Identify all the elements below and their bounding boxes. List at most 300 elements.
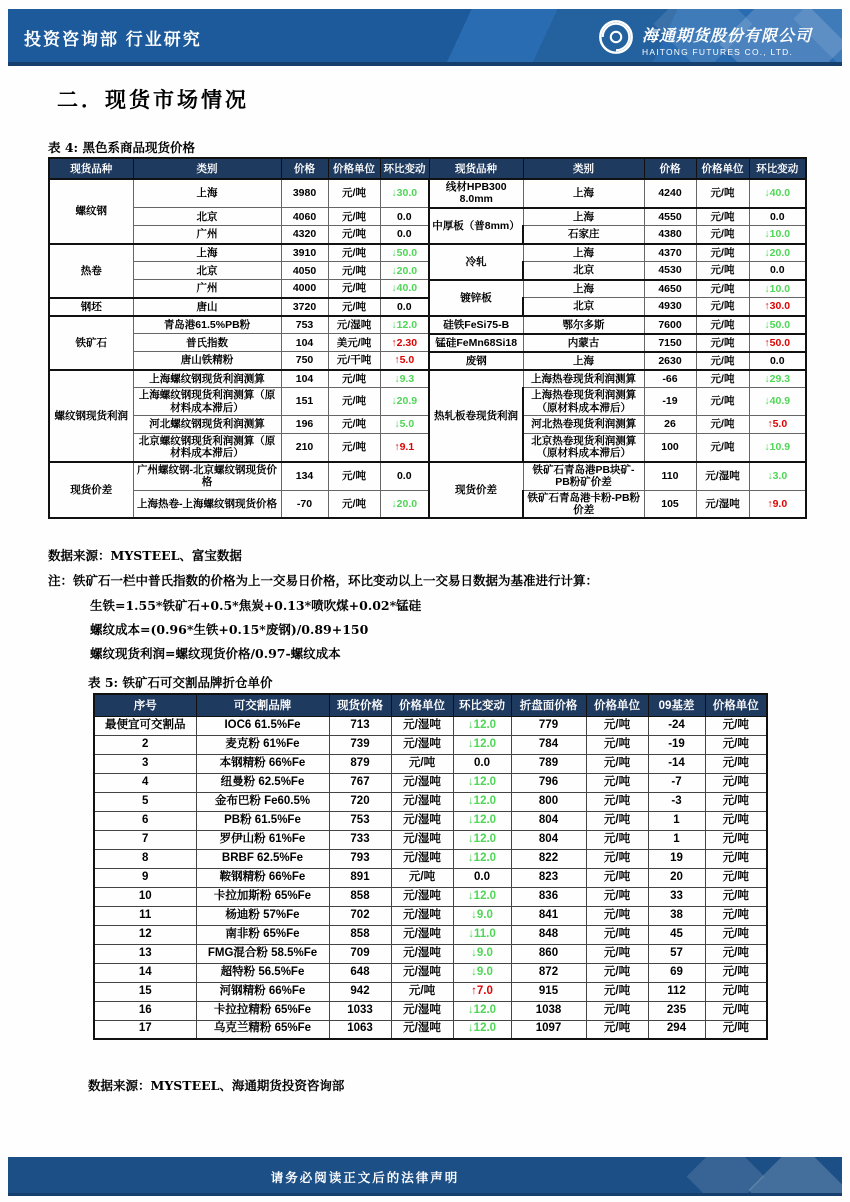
unit-cell: 元/吨 (328, 388, 380, 416)
serial-cell: 3 (94, 754, 196, 773)
brand-cell: 鞍钢精粉 66%Fe (196, 868, 329, 887)
serial-cell: 最便宜可交割品 (94, 716, 196, 735)
table-row (94, 849, 767, 868)
category-cell: 上海 (523, 352, 644, 370)
table-row (49, 262, 806, 280)
price-cell: 4320 (281, 226, 328, 244)
unit-cell: 元/吨 (705, 754, 767, 773)
price-cell: 134 (281, 462, 328, 490)
price-cell: 720 (329, 792, 391, 811)
unit-cell: 元/吨 (328, 262, 380, 280)
board-price-cell: 779 (511, 716, 586, 735)
unit-cell: 元/吨 (705, 963, 767, 982)
column-header: 价格单位 (391, 694, 453, 716)
unit-cell: 元/吨 (586, 906, 648, 925)
price-cell: 4650 (644, 280, 696, 298)
column-header: 类别 (523, 158, 644, 179)
change-cell: ↓12.0 (453, 830, 511, 849)
column-header: 价格单位 (705, 694, 767, 716)
unit-cell: 元/吨 (696, 388, 749, 416)
brand-cell: 纽曼粉 62.5%Fe (196, 773, 329, 792)
table-row (94, 1020, 767, 1039)
unit-cell: 元/吨 (391, 868, 453, 887)
group-label-cell: 现货价差 (49, 462, 133, 519)
category-cell: 普氏指数 (133, 334, 281, 352)
serial-cell: 6 (94, 811, 196, 830)
unit-cell: 元/吨 (328, 208, 380, 226)
category-cell: 上海 (133, 244, 281, 262)
unit-cell: 元/吨 (696, 244, 749, 262)
change-cell: 0.0 (749, 352, 806, 370)
brand-cell: 金布巴粉 Fe60.5% (196, 792, 329, 811)
change-cell: ↑5.0 (380, 352, 429, 370)
category-cell: 上海热卷现货利润测算（原材料成本滞后） (523, 388, 644, 416)
unit-cell: 元/湿吨 (391, 849, 453, 868)
change-cell: ↓10.0 (749, 280, 806, 298)
brand-cell: 超特粉 56.5%Fe (196, 963, 329, 982)
price-cell: 1033 (329, 1001, 391, 1020)
table-row (94, 906, 767, 925)
unit-cell: 元/吨 (696, 262, 749, 280)
table-row (94, 811, 767, 830)
change-cell: ↓12.0 (453, 887, 511, 906)
unit-cell: 元/湿吨 (391, 792, 453, 811)
logo-company-name-en: HAITONG FUTURES CO., LTD. (641, 46, 794, 57)
table4-source: 数据来源：MYSTEEL、富宝数据 (48, 548, 242, 563)
unit-cell: 元/吨 (705, 735, 767, 754)
change-cell: ↓20.0 (380, 490, 429, 518)
change-cell: ↓9.0 (453, 963, 511, 982)
change-cell: 0.0 (380, 298, 429, 316)
table-row (49, 370, 806, 388)
group-label-cell: 热轧板卷现货利润 (429, 370, 523, 462)
brand-cell: 杨迪粉 57%Fe (196, 906, 329, 925)
change-cell: ↓50.0 (749, 316, 806, 334)
note-formula: 螺纹成本=(0.96*生铁+0.15*废钢)/0.89+150 (90, 622, 369, 637)
unit-cell: 元/吨 (586, 982, 648, 1001)
category-cell: 河北热卷现货利润测算 (523, 416, 644, 434)
board-price-cell: 789 (511, 754, 586, 773)
category-cell: 广州 (133, 226, 281, 244)
basis-cell: 1 (648, 811, 705, 830)
price-cell: 702 (329, 906, 391, 925)
board-price-cell: 804 (511, 830, 586, 849)
basis-cell: 33 (648, 887, 705, 906)
table4-body (49, 179, 806, 518)
table-row (94, 982, 767, 1001)
unit-cell: 元/吨 (586, 849, 648, 868)
serial-cell: 17 (94, 1020, 196, 1039)
category-cell: 北京 (133, 208, 281, 226)
unit-cell: 元/吨 (696, 334, 749, 352)
serial-cell: 15 (94, 982, 196, 1001)
unit-cell: 元/吨 (586, 1001, 648, 1020)
unit-cell: 元/吨 (705, 716, 767, 735)
footer-diamond-decoration (749, 1157, 842, 1196)
category-cell: 铁矿石青岛港PB块矿-PB粉矿价差 (523, 462, 644, 490)
brand-cell: 卡拉拉精粉 65%Fe (196, 1001, 329, 1020)
table-row (49, 490, 806, 518)
basis-cell: 69 (648, 963, 705, 982)
change-cell: ↓29.3 (749, 370, 806, 388)
unit-cell: 元/吨 (328, 280, 380, 298)
change-cell: ↓50.0 (380, 244, 429, 262)
serial-cell: 9 (94, 868, 196, 887)
table-row (49, 434, 806, 462)
unit-cell: 元/湿吨 (391, 963, 453, 982)
unit-cell: 元/湿吨 (391, 735, 453, 754)
unit-cell: 元/吨 (328, 244, 380, 262)
category-cell: 北京 (523, 298, 644, 316)
unit-cell: 元/吨 (696, 370, 749, 388)
change-cell: ↓12.0 (380, 316, 429, 334)
price-cell: -70 (281, 490, 328, 518)
unit-cell: 元/吨 (328, 490, 380, 518)
unit-cell: 元/吨 (586, 1020, 648, 1039)
category-cell: 唐山铁精粉 (133, 352, 281, 370)
table-row (94, 944, 767, 963)
column-header: 环比变动 (749, 158, 806, 179)
price-cell: 7150 (644, 334, 696, 352)
unit-cell: 元/吨 (705, 849, 767, 868)
category-cell: 北京螺纹钢现货利润测算（原材料成本滞后） (133, 434, 281, 462)
unit-cell: 元/吨 (705, 925, 767, 944)
haitong-logo-icon (597, 18, 635, 61)
price-cell: 942 (329, 982, 391, 1001)
price-cell: 4550 (644, 208, 696, 226)
change-cell: ↓9.0 (453, 906, 511, 925)
price-cell: -19 (644, 388, 696, 416)
unit-cell: 元/湿吨 (696, 462, 749, 490)
brand-cell: 本钢精粉 66%Fe (196, 754, 329, 773)
price-cell: 3980 (281, 179, 328, 208)
footer-banner (8, 1157, 842, 1196)
change-cell: ↓20.0 (749, 244, 806, 262)
unit-cell: 元/吨 (705, 868, 767, 887)
board-price-cell: 804 (511, 811, 586, 830)
board-price-cell: 822 (511, 849, 586, 868)
price-cell: 151 (281, 388, 328, 416)
unit-cell: 元/湿吨 (391, 887, 453, 906)
price-cell: 26 (644, 416, 696, 434)
board-price-cell: 1097 (511, 1020, 586, 1039)
price-cell: 1063 (329, 1020, 391, 1039)
table5-source: 数据来源：MYSTEEL、海通期货投资咨询部 (88, 1078, 345, 1093)
brand-cell: BRBF 62.5%Fe (196, 849, 329, 868)
price-cell: 210 (281, 434, 328, 462)
unit-cell: 元/吨 (705, 811, 767, 830)
unit-cell: 元/湿吨 (391, 716, 453, 735)
brand-cell: 南非粉 65%Fe (196, 925, 329, 944)
table-header-row (94, 694, 767, 716)
serial-cell: 11 (94, 906, 196, 925)
price-cell: 753 (329, 811, 391, 830)
unit-cell: 元/吨 (586, 716, 648, 735)
group-label-cell: 螺纹钢 (49, 179, 133, 244)
unit-cell: 元/吨 (586, 963, 648, 982)
table-row (94, 754, 767, 773)
table-row (94, 963, 767, 982)
board-price-cell: 841 (511, 906, 586, 925)
board-price-cell: 823 (511, 868, 586, 887)
change-cell: ↓12.0 (453, 811, 511, 830)
serial-cell: 16 (94, 1001, 196, 1020)
table-row (49, 462, 806, 490)
group-label-cell: 镀锌板 (429, 280, 523, 316)
unit-cell: 元/吨 (705, 792, 767, 811)
category-cell: 上海螺纹钢现货利润测算（原材料成本滞后） (133, 388, 281, 416)
price-cell: 2630 (644, 352, 696, 370)
basis-cell: -14 (648, 754, 705, 773)
table5-body (94, 716, 767, 1039)
category-cell: 唐山 (133, 298, 281, 316)
unit-cell: 元/吨 (705, 944, 767, 963)
serial-cell: 7 (94, 830, 196, 849)
unit-cell: 元/吨 (705, 982, 767, 1001)
change-cell: ↓20.0 (380, 262, 429, 280)
column-header: 环比变动 (380, 158, 429, 179)
table-row (94, 830, 767, 849)
change-cell: ↓12.0 (453, 773, 511, 792)
unit-cell: 元/吨 (328, 179, 380, 208)
price-cell: 709 (329, 944, 391, 963)
change-cell: 0.0 (380, 208, 429, 226)
logo-company-name-cn: 海通期货股份有限公司 (641, 25, 812, 45)
price-cell: 3910 (281, 244, 328, 262)
basis-cell: 38 (648, 906, 705, 925)
table-row (49, 388, 806, 416)
group-label-cell: 锰硅FeMn68Si18 (429, 334, 523, 352)
serial-cell: 10 (94, 887, 196, 906)
category-cell: 北京 (523, 262, 644, 280)
category-cell: 上海 (523, 208, 644, 226)
unit-cell: 元/吨 (705, 906, 767, 925)
category-cell: 上海 (523, 280, 644, 298)
column-header: 价格单位 (328, 158, 380, 179)
table-row (94, 1001, 767, 1020)
basis-cell: -3 (648, 792, 705, 811)
price-cell: 4240 (644, 179, 696, 208)
basis-cell: 294 (648, 1020, 705, 1039)
change-cell: ↓12.0 (453, 849, 511, 868)
department-title: 投资咨询部 行业研究 (24, 30, 202, 49)
price-cell: 4930 (644, 298, 696, 316)
column-header: 价格单位 (696, 158, 749, 179)
table4-caption: 表 4: 黑色系商品现货价格 (48, 140, 196, 155)
group-label-cell: 铁矿石 (49, 316, 133, 370)
unit-cell: 元/吨 (705, 773, 767, 792)
serial-cell: 5 (94, 792, 196, 811)
table-row (49, 334, 806, 352)
category-cell: 河北螺纹钢现货利润测算 (133, 416, 281, 434)
group-label-cell: 现货价差 (429, 462, 523, 519)
unit-cell: 元/吨 (586, 792, 648, 811)
unit-cell: 元/湿吨 (391, 811, 453, 830)
category-cell: 青岛港61.5%PB粉 (133, 316, 281, 334)
serial-cell: 13 (94, 944, 196, 963)
column-header: 价格 (281, 158, 328, 179)
unit-cell: 元/吨 (696, 434, 749, 462)
unit-cell: 元/吨 (586, 735, 648, 754)
unit-cell: 元/吨 (696, 208, 749, 226)
unit-cell: 元/湿吨 (328, 316, 380, 334)
change-cell: ↓12.0 (453, 735, 511, 754)
price-cell: 733 (329, 830, 391, 849)
unit-cell: 元/吨 (328, 416, 380, 434)
table-row (49, 316, 806, 334)
unit-cell: 元/湿吨 (391, 830, 453, 849)
unit-cell: 元/湿吨 (391, 1001, 453, 1020)
column-header: 价格 (644, 158, 696, 179)
unit-cell: 元/湿吨 (391, 1020, 453, 1039)
change-cell: ↓11.0 (453, 925, 511, 944)
unit-cell: 元/吨 (328, 298, 380, 316)
group-label-cell: 硅铁FeSi75-B (429, 316, 523, 334)
category-cell: 广州 (133, 280, 281, 298)
board-price-cell: 848 (511, 925, 586, 944)
change-cell: ↓10.9 (749, 434, 806, 462)
unit-cell: 元/吨 (328, 370, 380, 388)
table-row (49, 208, 806, 226)
unit-cell: 元/吨 (696, 280, 749, 298)
price-cell: 753 (281, 316, 328, 334)
column-header: 类别 (133, 158, 281, 179)
spot-price-table (48, 157, 807, 519)
unit-cell: 元/吨 (586, 830, 648, 849)
note-heading: 注：铁矿石一栏中普氏指数的价格为上一交易日价格，环比变动以上一交易日数据为基准进行计算： (48, 573, 599, 588)
brand-cell: 乌克兰精粉 65%Fe (196, 1020, 329, 1039)
unit-cell: 元/干吨 (328, 352, 380, 370)
change-cell: ↓20.9 (380, 388, 429, 416)
category-cell: 内蒙古 (523, 334, 644, 352)
unit-cell: 元/湿吨 (391, 773, 453, 792)
price-cell: 4060 (281, 208, 328, 226)
change-cell: 0.0 (749, 208, 806, 226)
unit-cell: 元/吨 (705, 1020, 767, 1039)
table-row (49, 416, 806, 434)
unit-cell: 元/吨 (705, 1001, 767, 1020)
table-row (94, 887, 767, 906)
change-cell: ↑30.0 (749, 298, 806, 316)
unit-cell: 元/吨 (391, 982, 453, 1001)
group-label-cell: 中厚板（普8mm） (429, 208, 523, 244)
basis-cell: 57 (648, 944, 705, 963)
change-cell: 0.0 (453, 754, 511, 773)
deliverable-brand-table (93, 693, 768, 1040)
unit-cell: 元/吨 (696, 416, 749, 434)
table4-header (49, 158, 806, 179)
note-formula: 生铁=1.55*铁矿石+0.5*焦炭+0.13*喷吹煤+0.02*锰硅 (90, 598, 422, 613)
change-cell: ↓40.0 (380, 280, 429, 298)
unit-cell: 元/吨 (328, 226, 380, 244)
change-cell: ↑7.0 (453, 982, 511, 1001)
basis-cell: 235 (648, 1001, 705, 1020)
unit-cell: 元/吨 (586, 868, 648, 887)
table-row (49, 179, 806, 208)
board-price-cell: 800 (511, 792, 586, 811)
category-cell: 北京热卷现货利润测算（原材料成本滞后） (523, 434, 644, 462)
board-price-cell: 1038 (511, 1001, 586, 1020)
brand-cell: 罗伊山粉 61%Fe (196, 830, 329, 849)
serial-cell: 12 (94, 925, 196, 944)
category-cell: 上海 (133, 179, 281, 208)
group-label-cell: 热卷 (49, 244, 133, 298)
change-cell: ↓30.0 (380, 179, 429, 208)
table-row (94, 735, 767, 754)
change-cell: ↓12.0 (453, 716, 511, 735)
unit-cell: 元/吨 (586, 754, 648, 773)
price-cell: 105 (644, 490, 696, 518)
price-cell: 767 (329, 773, 391, 792)
category-cell: 广州螺纹钢-北京螺纹钢现货价格 (133, 462, 281, 490)
board-price-cell: 784 (511, 735, 586, 754)
serial-cell: 14 (94, 963, 196, 982)
unit-cell: 元/吨 (586, 925, 648, 944)
price-cell: 104 (281, 370, 328, 388)
change-cell: ↓3.0 (749, 462, 806, 490)
unit-cell: 元/吨 (696, 352, 749, 370)
change-cell: ↓12.0 (453, 1020, 511, 1039)
table5-header (94, 694, 767, 716)
table-row (94, 716, 767, 735)
price-cell: 4050 (281, 262, 328, 280)
price-cell: 648 (329, 963, 391, 982)
change-cell: ↓40.9 (749, 388, 806, 416)
price-cell: 4530 (644, 262, 696, 280)
category-cell: 上海热卷现货利润测算 (523, 370, 644, 388)
brand-cell: IOC6 61.5%Fe (196, 716, 329, 735)
section-title: 二．现货市场情况 (57, 87, 249, 112)
change-cell: ↓10.0 (749, 226, 806, 244)
group-label-cell: 废钢 (429, 352, 523, 370)
category-cell: 上海螺纹钢现货利润测算 (133, 370, 281, 388)
brand-cell: 河钢精粉 66%Fe (196, 982, 329, 1001)
category-cell: 石家庄 (523, 226, 644, 244)
category-cell: 上海 (523, 244, 644, 262)
category-cell: 上海热卷-上海螺纹钢现货价格 (133, 490, 281, 518)
serial-cell: 4 (94, 773, 196, 792)
brand-cell: PB粉 61.5%Fe (196, 811, 329, 830)
table-row (94, 792, 767, 811)
logo-text (642, 23, 812, 57)
basis-cell: -24 (648, 716, 705, 735)
brand-cell: FMG混合粉 58.5%Fe (196, 944, 329, 963)
company-logo (597, 18, 812, 61)
change-cell: ↑9.0 (749, 490, 806, 518)
board-price-cell: 796 (511, 773, 586, 792)
price-cell: 100 (644, 434, 696, 462)
change-cell: ↓5.0 (380, 416, 429, 434)
table-row (94, 925, 767, 944)
group-label-cell: 螺纹钢现货利润 (49, 370, 133, 462)
unit-cell: 元/吨 (696, 179, 749, 208)
change-cell: ↑9.1 (380, 434, 429, 462)
board-price-cell: 860 (511, 944, 586, 963)
column-header: 环比变动 (453, 694, 511, 716)
unit-cell: 元/吨 (328, 462, 380, 490)
column-header: 现货品种 (49, 158, 133, 179)
basis-cell: -19 (648, 735, 705, 754)
unit-cell: 元/湿吨 (391, 944, 453, 963)
top-banner (8, 9, 842, 66)
price-cell: 858 (329, 887, 391, 906)
unit-cell: 元/吨 (586, 887, 648, 906)
price-cell: 750 (281, 352, 328, 370)
note-formula: 螺纹现货利润=螺纹现货价格/0.97-螺纹成本 (90, 646, 341, 661)
basis-cell: -7 (648, 773, 705, 792)
table-header-row (49, 158, 806, 179)
table-row (49, 280, 806, 298)
